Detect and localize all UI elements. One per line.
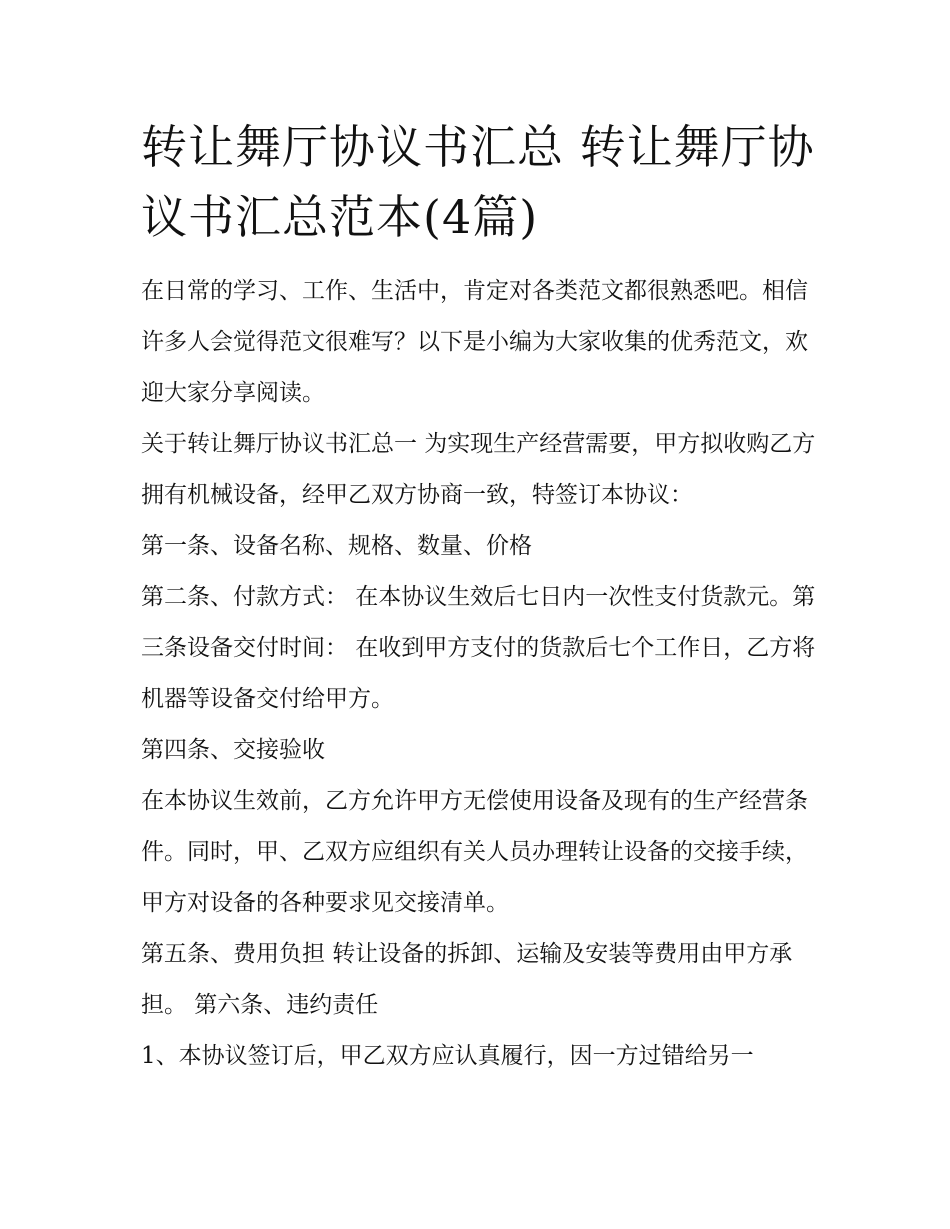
paragraph-article-5-6: 第五条、费用负担 转让设备的拆卸、运输及安装等费用由甲方承担。 第六条、违约责任 — [141, 941, 793, 1018]
paragraph-article-1: 第一条、设备名称、规格、数量、价格 — [141, 533, 532, 559]
paragraph-article-2-3: 第二条、付款方式： 在本协议生效后七日内一次性支付货款元。第三条设备交付时间： 在收到甲方支付的货款后七个工作日，乙方将机器等设备交付给甲方。 — [141, 584, 816, 712]
paragraph-agreement-intro: 关于转让舞厅协议书汇总一 为实现生产经营需要，甲方拟收购乙方拥有机械设备，经甲乙双方协商一致，特签订本协议： — [141, 431, 816, 508]
paragraph-intro: 在日常的学习、工作、生活中，肯定对各类范文都很熟悉吧。相信许多人会觉得范文很难写？以下是小编为大家收集的优秀范文，欢迎大家分享阅读。 — [141, 278, 808, 406]
paragraph-handover: 在本协议生效前，乙方允许甲方无偿使用设备及现有的生产经营条件。同时，甲、乙双方应组织有关人员办理转让设备的交接手续，甲方对设备的各种要求见交接清单。 — [141, 788, 808, 916]
paragraph-article-4: 第四条、交接验收 — [141, 737, 325, 763]
document-title: 转让舞厅协议书汇总 转让舞厅协议书汇总范本(4篇) — [141, 120, 815, 244]
paragraph-clause-1: 1、本协议签订后，甲乙双方应认真履行，因一方过错给另一 — [141, 1043, 754, 1069]
document-body — [141, 112, 821, 1082]
